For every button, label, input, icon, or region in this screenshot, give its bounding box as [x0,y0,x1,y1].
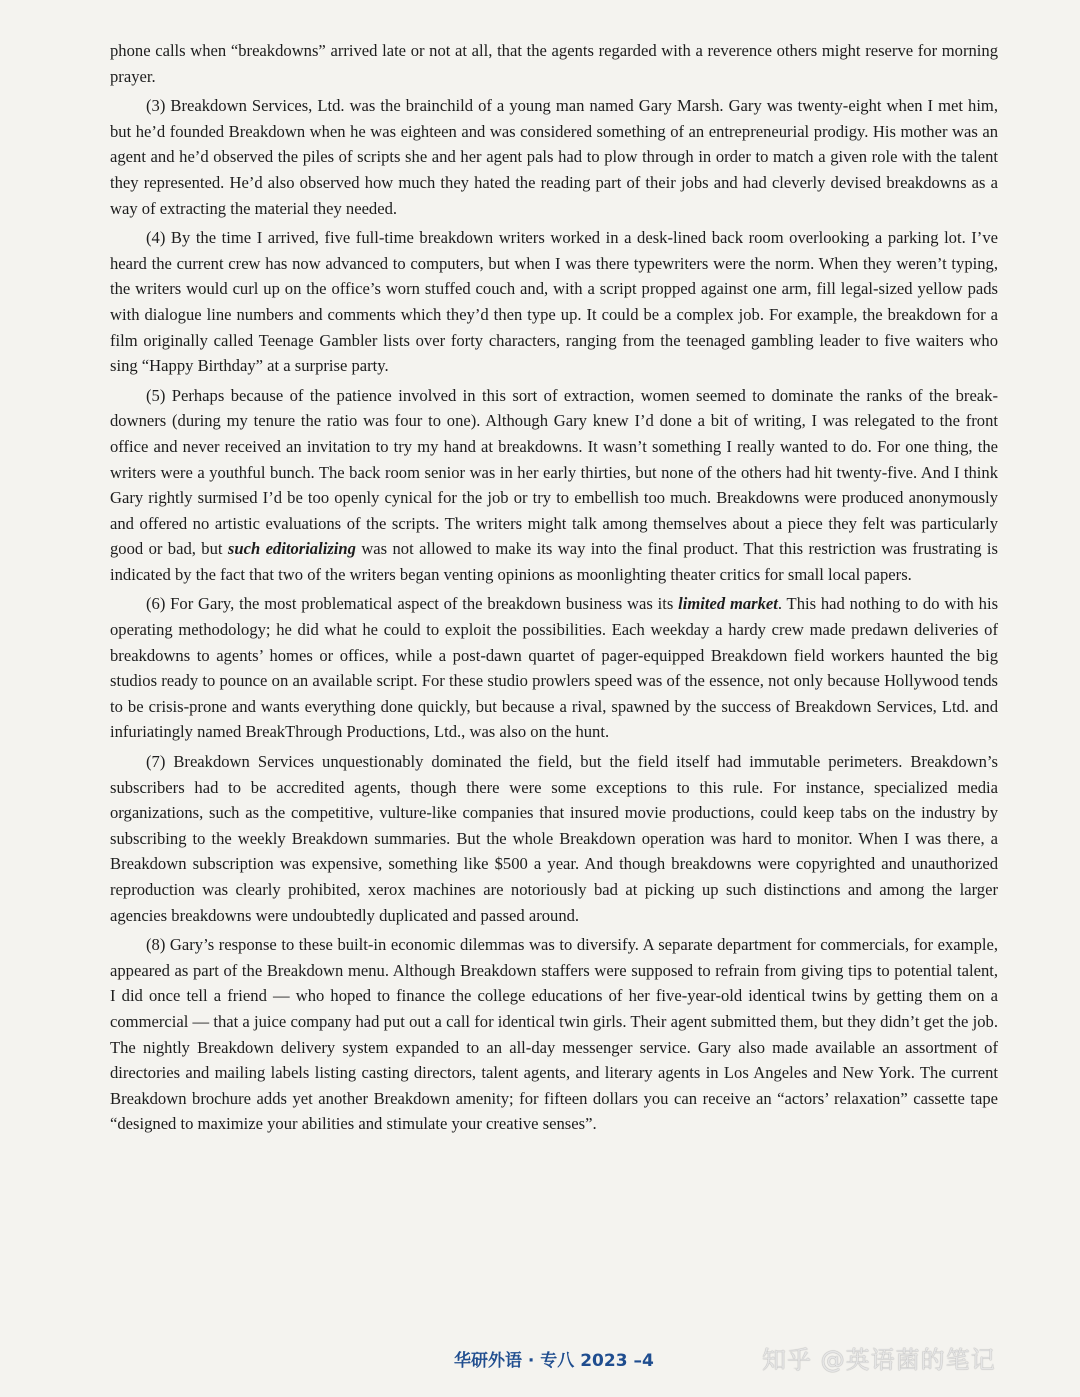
emphasis-such-editorializing: such editorializing [227,539,356,559]
paragraph-8: (8) Gary’s response to these built-in economic dilemmas was to diversify. A separate department for commercials, for example, appeared as part of the Breakdown menu. Although Breakdown staffers were supposed to refrain from giving tips to potential talent, I did once tell a friend — who hoped to finance the college educations of her five-year-old identical twins by getting them on a commercial — that a juice company had put out a call for identical twin girls. Their agent submitted them, but they didn’t get the job. The nightly Breakdown delivery system expanded to an all-day messenger service. Gary also made available an assortment of directories and mailing labels listing casting directors, talent agents, and literary agents in Los Angeles and New York. The current Breakdown brochure adds yet another Breakdown amenity; for fifteen dollars you can receive an “actors’ relaxation” cassette tape “designed to maximize your abilities and stimulate your creative senses”. [110,935,998,1134]
paragraph-3: (3) Breakdown Services, Ltd. was the brainchild of a young man named Gary Marsh. Gary was twenty-eight when I met him, but he’d founded Breakdown when he was eighteen and was considered something of an entrepreneurial prodigy. His mother was an agent and he’d observed the piles of scripts she and her agent pals had to plow through in order to match a given role with the talent they represented. He’d also observed how much they hated the reading part of their jobs and had cleverly devised breakdowns as a way of extracting the material they needed. [110,96,998,218]
paragraph-5-text-a: (5) Perhaps because of the patience involved in this sort of extraction, women seemed to dominate the ranks of the break-downers (during my tenure the ratio was four to one). Although Gary knew I’d done a bit of writing, I was relegated to the front office and never received an invitation to try my hand at breakdowns. It wasn’t something I really wanted to do. For one thing, the writers were a youthful bunch. The back room senior was in her early thirties, but none of the others had hit twenty-five. And I think Gary rightly surmised I’d be too openly cynical for the job or try to embellish too much. Breakdowns were produced anonymously and offered no artistic evaluations of the scripts. The writers might talk among themselves about a piece they felt was particularly good or bad, but [110,385,998,559]
paragraph-intro: phone calls when “breakdowns” arrived late or not at all, that the agents regarded with a reverence others might reserve for morning prayer. [110,41,998,86]
paragraph-7: (7) Breakdown Services unquestionably dominated the field, but the field itself had immutable perimeters. Breakdown’s subscribers had to be accredited agents, though there were some exceptions to this rule. For instance, specialized media organizations, such as the competitive, vulture-like companies that insured movie productions, could keep tabs on the industry by subscribing to the weekly Breakdown summaries. But the whole Breakdown operation was hard to monitor. When I was there, a Breakdown subscription was expensive, something like $500 a year. And though breakdowns were copyrighted and unauthorized reproduction was clearly prohibited, xerox machines are notoriously bad at picking up such distinctions and among the larger agencies breakdowns were undoubtedly duplicated and passed around. [110,752,998,925]
paragraph-6-text-a: (6) For Gary, the most problematical aspect of the breakdown business was its [146,594,679,614]
paragraph-5-text-b: was not allowed to make its way into the final product. That this restriction was frustrating is indicated by the fact that two of the writers began venting opinions as moonlighting theater critics for small local papers. [110,539,998,584]
paragraph-5 [110,383,998,588]
footer-title: 华研外语 · 专八 2023 –4 [454,1351,654,1371]
emphasis-limited-market: limited market [678,594,778,614]
paragraph-4: (4) By the time I arrived, five full-time breakdown writers worked in a desk-lined back room overlooking a parking lot. I’ve heard the current crew has now advanced to computers, but when I was there typewriters were the norm. When they weren’t typing, the writers would curl up on the office’s worn stuffed couch and, with a script propped against one arm, fill legal-sized yellow pads with dialogue line numbers and comments which they’d then type up. It could be a complex job. For example, the breakdown for a film originally called Teenage Gambler lists over forty characters, ranging from the teenaged gambling leader to five waiters who sing “Happy Birthday” at a surprise party. [110,228,998,376]
paragraph-6 [110,591,998,745]
paragraph-6-text-b: . This had nothing to do with his operating methodology; he did what he could to exploit the possibilities. Each weekday a hardy crew made predawn deliveries of breakdowns to agents’ homes or offices, while a post-dawn quartet of pager-equipped Breakdown field workers haunted the big studios ready to pounce on an available script. For these studio prowlers speed was of the essence, not only because Hollywood tends to be crisis-prone and wants everything done quickly, but because a rival, spawned by the success of Breakdown Services, Ltd. and infuriatingly named BreakThrough Productions, Ltd., was also on the hunt. [110,594,999,742]
watermark: 知乎 @英语菌的笔记 [762,1346,996,1374]
article-body [110,38,998,1141]
page-footer [0,1346,1080,1376]
